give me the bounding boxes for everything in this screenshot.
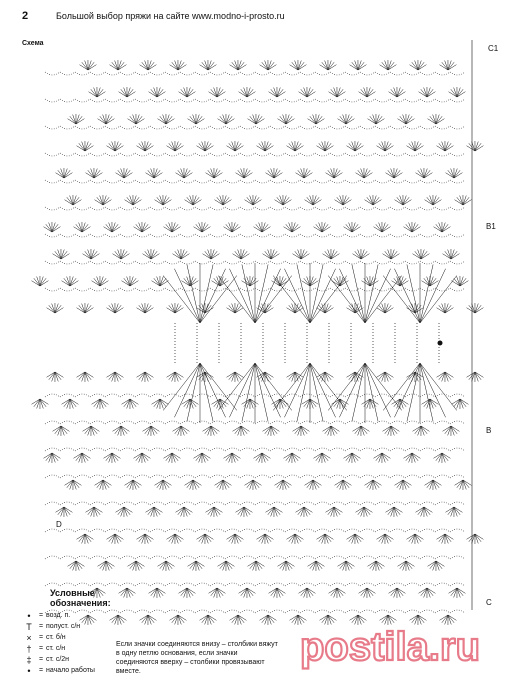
fan-motif	[440, 60, 457, 70]
fan-motif	[437, 303, 454, 313]
fan-motif	[446, 507, 463, 517]
fan-motif	[62, 276, 79, 286]
fan-motif	[350, 60, 367, 70]
fan-motif	[140, 60, 157, 70]
fan-motif	[338, 561, 355, 571]
fan-motif	[437, 141, 454, 151]
half-double-crochet-symbol: T	[26, 621, 32, 632]
fan-motif	[275, 195, 292, 205]
fan-motif	[407, 303, 424, 313]
fan-motif	[143, 249, 160, 259]
legend-row	[22, 610, 142, 621]
fan-motif	[137, 372, 154, 382]
fan-motif	[128, 561, 145, 571]
fan-motif	[377, 534, 394, 544]
fan-motif	[53, 249, 70, 259]
legend-equals: =	[38, 623, 44, 630]
fan-motif	[308, 561, 325, 571]
chain-arches	[45, 72, 465, 613]
fan-motif	[293, 426, 310, 436]
fan-motif	[425, 195, 442, 205]
fan-motif	[263, 426, 280, 436]
fan-motif	[278, 114, 295, 124]
fan-motif	[269, 87, 286, 97]
fan-motif	[299, 588, 316, 598]
legend-label: возд. п.	[46, 612, 71, 619]
fan-motif	[383, 426, 400, 436]
fan-motif	[80, 60, 97, 70]
fan-motif	[209, 588, 226, 598]
fan-motif	[179, 87, 196, 97]
fan-motif	[254, 222, 271, 232]
fan-motif	[443, 249, 460, 259]
axis-label-b: B	[486, 426, 492, 435]
fan-motif	[149, 87, 166, 97]
fan-motif	[113, 249, 130, 259]
fan-motif	[266, 168, 283, 178]
fan-motif	[203, 426, 220, 436]
fan-motif	[203, 249, 220, 259]
fan-motif	[428, 114, 445, 124]
fan-motif	[125, 195, 142, 205]
fan-motif	[188, 114, 205, 124]
fan-motif	[278, 561, 295, 571]
fan-motif	[167, 141, 184, 151]
fan-motif	[362, 399, 379, 409]
fan-motif	[257, 141, 274, 151]
axis-label-c1: C1	[488, 44, 499, 53]
fan-motif	[170, 60, 187, 70]
fan-motif	[395, 480, 412, 490]
legend-equals: =	[38, 645, 44, 652]
fan-motif	[83, 426, 100, 436]
fan-motif	[347, 534, 364, 544]
fan-motif	[77, 303, 94, 313]
fan-motif	[167, 303, 184, 313]
fan-motif	[209, 87, 226, 97]
fan-motif	[326, 168, 343, 178]
axis-label-d: D	[56, 520, 62, 529]
fan-motif	[179, 588, 196, 598]
fan-motif	[368, 561, 385, 571]
postila-watermark-logo	[296, 622, 514, 670]
fan-motif	[413, 426, 430, 436]
fan-motif	[263, 249, 280, 259]
fan-motif	[338, 114, 355, 124]
fan-motif	[230, 615, 247, 625]
start-of-work-symbol: •	[27, 665, 31, 676]
fan-motif	[257, 534, 274, 544]
fan-motif	[428, 561, 445, 571]
fan-rows	[32, 60, 484, 625]
fan-motif	[449, 588, 466, 598]
fan-motif	[449, 87, 466, 97]
axis-label-b1: B1	[486, 222, 496, 231]
fan-motif	[323, 249, 340, 259]
fan-motif	[335, 195, 352, 205]
fan-motif	[125, 480, 142, 490]
fan-motif	[86, 168, 103, 178]
fan-motif	[74, 222, 91, 232]
fan-motif	[296, 507, 313, 517]
fan-motif	[323, 426, 340, 436]
fan-motif	[227, 141, 244, 151]
fan-motif	[107, 303, 124, 313]
fan-motif	[173, 249, 190, 259]
fan-motif	[140, 615, 157, 625]
fan-motif	[206, 507, 223, 517]
fan-motif	[197, 141, 214, 151]
fan-motif	[227, 534, 244, 544]
fan-motif	[98, 114, 115, 124]
fan-motif	[242, 276, 259, 286]
fan-motif	[356, 168, 373, 178]
fan-motif	[152, 399, 169, 409]
axis-label-c: C	[486, 598, 492, 607]
fan-motif	[77, 534, 94, 544]
fan-motif	[224, 222, 241, 232]
fan-motif	[305, 480, 322, 490]
fan-motif	[368, 114, 385, 124]
fan-motif	[107, 141, 124, 151]
legend-label: начало работы	[46, 667, 95, 674]
fan-motif	[380, 60, 397, 70]
fan-motif	[359, 87, 376, 97]
fan-motif	[110, 60, 127, 70]
fan-motif	[389, 87, 406, 97]
fan-motif	[134, 453, 151, 463]
fan-motif	[137, 534, 154, 544]
fan-motif	[407, 141, 424, 151]
fan-motif	[104, 453, 121, 463]
fan-motif	[314, 453, 331, 463]
fan-motif	[434, 222, 451, 232]
fan-motif	[365, 195, 382, 205]
fan-motif	[245, 195, 262, 205]
fan-motif	[314, 222, 331, 232]
fan-motif	[308, 114, 325, 124]
fan-motif	[149, 588, 166, 598]
fan-motif	[389, 588, 406, 598]
fan-motif	[386, 168, 403, 178]
legend-equals: =	[38, 656, 44, 663]
fan-motif	[197, 534, 214, 544]
fan-motif	[77, 141, 94, 151]
fan-motif	[269, 588, 286, 598]
fan-motif	[74, 453, 91, 463]
fan-motif	[62, 399, 79, 409]
fan-motif	[89, 87, 106, 97]
fan-motif	[254, 453, 271, 463]
fan-motif	[224, 453, 241, 463]
fan-motif	[167, 534, 184, 544]
fan-motif	[32, 399, 49, 409]
fan-motif	[452, 399, 469, 409]
fan-motif	[293, 249, 310, 259]
fan-motif	[287, 372, 304, 382]
fan-motif	[86, 507, 103, 517]
fan-motif	[443, 426, 460, 436]
fan-motif	[467, 534, 484, 544]
fan-motif	[266, 507, 283, 517]
fan-motif	[383, 249, 400, 259]
fan-motif	[248, 114, 265, 124]
fan-motif	[377, 372, 394, 382]
fan-motif	[248, 561, 265, 571]
treble-crochet-symbol: ‡	[26, 654, 32, 665]
fan-motif	[386, 507, 403, 517]
fan-motif	[170, 615, 187, 625]
fan-motif	[359, 588, 376, 598]
fan-motif	[107, 534, 124, 544]
fan-motif	[437, 534, 454, 544]
fan-motif	[113, 426, 130, 436]
chain-stitch-symbol: •	[27, 610, 31, 621]
fan-motif	[425, 480, 442, 490]
fan-motif	[407, 534, 424, 544]
fan-motif	[155, 480, 172, 490]
legend-equals: =	[38, 634, 44, 641]
fan-motif	[296, 168, 313, 178]
joining-note: Если значки соединяются внизу – столбики вяжут в одну петлю основания, если значки соединяются вверху – столбики провязывают вместе.	[116, 641, 278, 675]
legend-label: ст. с/н	[46, 645, 66, 652]
fan-motif	[56, 168, 73, 178]
fan-motif	[68, 561, 85, 571]
fan-motif	[188, 561, 205, 571]
fan-motif	[419, 87, 436, 97]
fan-motif	[260, 60, 277, 70]
fan-motif	[116, 168, 133, 178]
fan-motif	[218, 114, 235, 124]
fan-motif	[260, 615, 277, 625]
legend-label: ст. б/н	[46, 634, 66, 641]
watermark-text: postila.ru	[300, 625, 481, 669]
fan-motif	[455, 195, 472, 205]
fan-motif	[83, 249, 100, 259]
center-spokes	[163, 263, 457, 423]
fan-motif	[32, 276, 49, 286]
fan-motif	[344, 222, 361, 232]
fan-motif	[206, 168, 223, 178]
fan-motif	[398, 561, 415, 571]
fan-motif	[158, 114, 175, 124]
fan-motif	[317, 141, 334, 151]
legend-equals: =	[38, 612, 44, 619]
fan-motif	[299, 87, 316, 97]
fan-motif	[119, 87, 136, 97]
fan-motif	[275, 480, 292, 490]
fan-motif	[122, 276, 139, 286]
fan-motif	[335, 480, 352, 490]
fan-motif	[176, 507, 193, 517]
fan-motif	[44, 222, 61, 232]
fan-motif	[53, 426, 70, 436]
fan-motif	[200, 60, 217, 70]
fan-motif	[236, 168, 253, 178]
legend-equals: =	[38, 667, 44, 674]
fan-motif	[146, 507, 163, 517]
fan-motif	[176, 168, 193, 178]
fan-motif	[347, 141, 364, 151]
fan-motif	[164, 222, 181, 232]
fan-motif	[146, 168, 163, 178]
fan-motif	[437, 372, 454, 382]
fan-motif	[467, 303, 484, 313]
fan-motif	[284, 453, 301, 463]
fan-motif	[194, 453, 211, 463]
fan-motif	[65, 480, 82, 490]
fan-motif	[374, 222, 391, 232]
fan-motif	[107, 372, 124, 382]
fan-motif	[197, 303, 214, 313]
fan-motif	[353, 426, 370, 436]
fan-motif	[284, 222, 301, 232]
legend-label: ст. с/2н	[46, 656, 70, 663]
fan-motif	[47, 372, 64, 382]
legend-title: Условные обозначения:	[50, 588, 111, 608]
fan-motif	[137, 303, 154, 313]
fan-motif	[326, 507, 343, 517]
legend-row	[22, 621, 142, 632]
fan-motif	[329, 87, 346, 97]
fan-motif	[233, 249, 250, 259]
fan-motif	[245, 480, 262, 490]
fan-motif	[65, 195, 82, 205]
fan-motif	[287, 141, 304, 151]
fan-motif	[128, 114, 145, 124]
fan-motif	[239, 87, 256, 97]
fan-motif	[233, 426, 250, 436]
fan-motif	[242, 399, 259, 409]
fan-motif	[329, 588, 346, 598]
fan-motif	[419, 588, 436, 598]
fan-motif	[44, 453, 61, 463]
fan-motif	[194, 222, 211, 232]
page-number: 2	[22, 10, 29, 22]
fan-motif	[320, 60, 337, 70]
fan-motif	[122, 399, 139, 409]
fan-motif	[173, 426, 190, 436]
fan-motif	[317, 372, 334, 382]
fan-motif	[287, 534, 304, 544]
fan-motif	[185, 480, 202, 490]
fan-motif	[77, 372, 94, 382]
fan-motif	[467, 372, 484, 382]
fan-motif	[56, 507, 73, 517]
fan-motif	[137, 141, 154, 151]
fan-motif	[227, 372, 244, 382]
fan-motif	[416, 168, 433, 178]
fan-motif	[404, 453, 421, 463]
fan-motif	[398, 114, 415, 124]
fan-motif	[452, 276, 469, 286]
fan-motif	[239, 588, 256, 598]
single-crochet-symbol: ×	[26, 632, 32, 643]
fan-motif	[200, 615, 217, 625]
fan-motif	[353, 249, 370, 259]
fan-motif	[455, 480, 472, 490]
fan-motif	[164, 453, 181, 463]
fan-motif	[155, 195, 172, 205]
fan-motif	[92, 399, 109, 409]
fan-motif	[134, 222, 151, 232]
fan-motif	[356, 507, 373, 517]
fan-motif	[377, 141, 394, 151]
fan-motif	[404, 222, 421, 232]
fan-motif	[104, 222, 121, 232]
fan-motif	[98, 561, 115, 571]
fan-motif	[374, 453, 391, 463]
fan-motif	[365, 480, 382, 490]
fan-motif	[152, 276, 169, 286]
fan-motif	[434, 453, 451, 463]
fan-motif	[395, 195, 412, 205]
fan-motif	[362, 276, 379, 286]
fan-motif	[416, 507, 433, 517]
fan-motif	[215, 195, 232, 205]
fan-motif	[68, 114, 85, 124]
fan-motif	[143, 426, 160, 436]
fan-motif	[95, 195, 112, 205]
fan-motif	[230, 60, 247, 70]
fan-motif	[410, 60, 427, 70]
fan-motif	[317, 534, 334, 544]
fan-motif	[218, 561, 235, 571]
fan-motif	[95, 480, 112, 490]
double-crochet-symbol: †	[26, 643, 32, 654]
fan-motif	[185, 195, 202, 205]
fan-motif	[92, 276, 109, 286]
fan-motif	[116, 507, 133, 517]
fan-motif	[167, 372, 184, 382]
fan-motif	[290, 60, 307, 70]
scheme-title: Схема	[22, 40, 44, 47]
fan-motif	[446, 168, 463, 178]
fan-motif	[47, 303, 64, 313]
legend-label: полуст. с/н	[46, 623, 81, 630]
fan-motif	[467, 141, 484, 151]
fan-motif	[236, 507, 253, 517]
fan-motif	[413, 249, 430, 259]
fan-motif	[305, 195, 322, 205]
fan-motif	[344, 453, 361, 463]
fan-motif	[215, 480, 232, 490]
header-text: Большой выбор пряжи на сайте www.modno-i-prosto.ru	[56, 11, 285, 21]
fan-motif	[158, 561, 175, 571]
